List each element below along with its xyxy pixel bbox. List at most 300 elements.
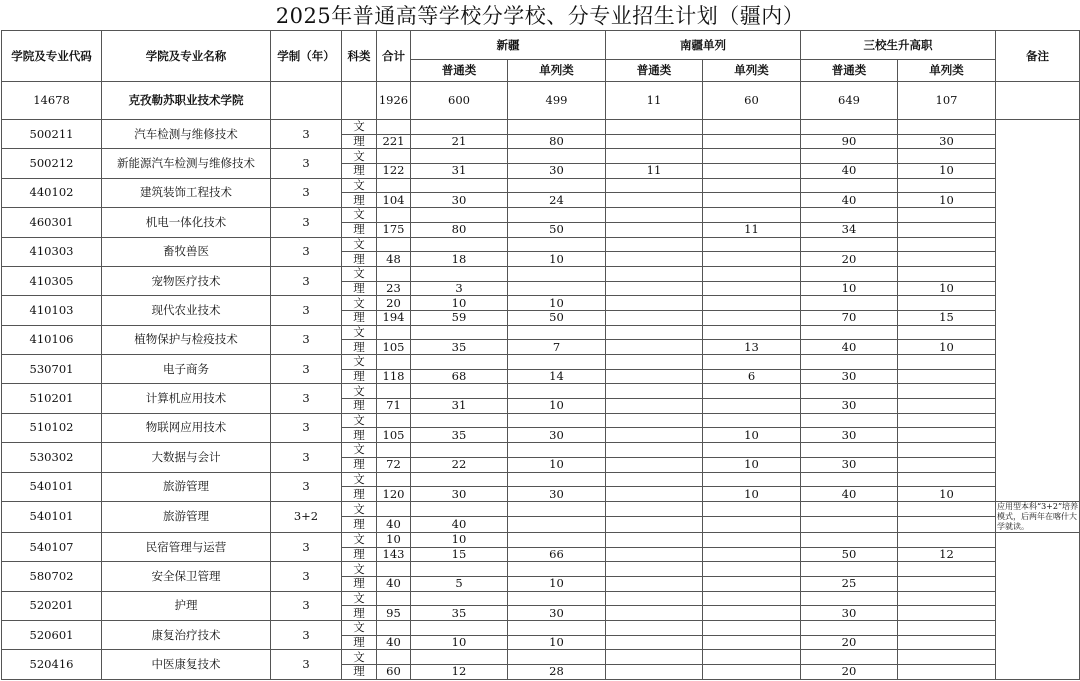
major-name: 旅游管理 — [102, 501, 271, 532]
cell-nj_dl — [703, 281, 801, 296]
header-note: 备注 — [996, 31, 1080, 82]
cell-sx_dl — [898, 457, 996, 472]
cell-xj_pt: 30 — [411, 193, 508, 208]
cell-xj_pt — [411, 178, 508, 193]
cell-sx_pt — [801, 413, 898, 428]
header-sx-putong: 普通类 — [801, 60, 898, 82]
cell-nj_pt — [606, 355, 703, 370]
cell-total: 40 — [377, 576, 411, 591]
major-name: 计算机应用技术 — [102, 384, 271, 413]
cell-xj_pt — [411, 621, 508, 636]
cell-sx_pt — [801, 532, 898, 547]
cell-sx_pt — [801, 472, 898, 487]
cell-sx_pt: 20 — [801, 252, 898, 267]
cell-xj_dl: 66 — [508, 547, 606, 562]
cell-total — [377, 650, 411, 665]
cell-xj_dl: 10 — [508, 576, 606, 591]
table-row — [2, 296, 1080, 311]
subject-li: 理 — [342, 193, 377, 208]
college-sx-danlie: 107 — [898, 82, 996, 120]
cell-sx_pt — [801, 384, 898, 399]
cell-nj_dl — [703, 252, 801, 267]
cell-sx_dl — [898, 222, 996, 237]
cell-total: 194 — [377, 310, 411, 325]
note-cell: 应用型本科“3+2”培养模式，后两年在喀什大学就读。 — [997, 501, 1079, 531]
cell-sx_dl — [898, 325, 996, 340]
cell-sx_dl — [898, 149, 996, 164]
cell-nj_pt — [606, 591, 703, 606]
cell-xj_dl: 14 — [508, 369, 606, 384]
cell-sx_dl — [898, 562, 996, 577]
cell-sx_pt: 10 — [801, 281, 898, 296]
page-title: 2025年普通高等学校分学校、分专业招生计划（疆内） — [275, 4, 805, 28]
subject-li: 理 — [342, 428, 377, 443]
cell-nj_pt — [606, 487, 703, 502]
cell-nj_pt — [606, 134, 703, 149]
cell-nj_dl — [703, 399, 801, 414]
subject-wen: 文 — [342, 650, 377, 665]
cell-xj_pt — [411, 650, 508, 665]
cell-xj_dl — [508, 208, 606, 223]
major-code: 500212 — [2, 149, 102, 178]
cell-nj_dl: 6 — [703, 369, 801, 384]
subject-li: 理 — [342, 457, 377, 472]
cell-sx_pt — [801, 266, 898, 281]
cell-sx_pt — [801, 591, 898, 606]
cell-sx_pt: 40 — [801, 340, 898, 355]
major-name: 汽车检测与维修技术 — [102, 120, 271, 149]
cell-xj_pt — [411, 413, 508, 428]
subject-li: 理 — [342, 606, 377, 621]
subject-wen: 文 — [342, 621, 377, 636]
cell-sx_pt: 20 — [801, 635, 898, 650]
cell-xj_dl: 28 — [508, 665, 606, 680]
cell-xj_dl: 30 — [508, 606, 606, 621]
subject-li: 理 — [342, 665, 377, 680]
cell-sx_pt — [801, 208, 898, 223]
cell-nj_dl — [703, 576, 801, 591]
subject-li: 理 — [342, 369, 377, 384]
cell-total — [377, 208, 411, 223]
table-row — [2, 325, 1080, 340]
cell-nj_dl — [703, 501, 801, 517]
cell-total — [377, 501, 411, 517]
cell-nj_dl: 11 — [703, 222, 801, 237]
cell-xj_dl: 10 — [508, 635, 606, 650]
cell-total — [377, 621, 411, 636]
header-years: 学制（年） — [271, 31, 342, 82]
cell-xj_dl: 10 — [508, 457, 606, 472]
subject-wen: 文 — [342, 266, 377, 281]
cell-sx_pt — [801, 355, 898, 370]
cell-total — [377, 472, 411, 487]
table-row — [2, 149, 1080, 164]
cell-xj_pt: 22 — [411, 457, 508, 472]
cell-total — [377, 384, 411, 399]
cell-sx_dl — [898, 606, 996, 621]
college-xj-danlie: 499 — [508, 82, 606, 120]
table-row — [2, 562, 1080, 577]
major-code: 540107 — [2, 532, 102, 561]
cell-xj_dl — [508, 149, 606, 164]
cell-sx_dl: 10 — [898, 281, 996, 296]
cell-nj_dl — [703, 621, 801, 636]
table-row — [2, 178, 1080, 193]
cell-nj_dl — [703, 606, 801, 621]
subject-li: 理 — [342, 340, 377, 355]
major-code: 530302 — [2, 443, 102, 472]
cell-xj_dl — [508, 621, 606, 636]
major-years: 3 — [271, 532, 342, 561]
subject-li: 理 — [342, 134, 377, 149]
cell-sx_dl — [898, 665, 996, 680]
major-code: 410103 — [2, 296, 102, 325]
cell-total: 20 — [377, 296, 411, 311]
cell-sx_pt: 30 — [801, 399, 898, 414]
subject-wen: 文 — [342, 296, 377, 311]
cell-total: 40 — [377, 517, 411, 533]
cell-nj_pt — [606, 399, 703, 414]
cell-nj_pt — [606, 650, 703, 665]
cell-xj_dl — [508, 472, 606, 487]
cell-nj_dl — [703, 384, 801, 399]
cell-sx_dl — [898, 355, 996, 370]
cell-nj_pt — [606, 472, 703, 487]
cell-sx_dl: 30 — [898, 134, 996, 149]
cell-total: 40 — [377, 635, 411, 650]
subject-wen: 文 — [342, 208, 377, 223]
major-name: 新能源汽车检测与维修技术 — [102, 149, 271, 178]
college-nj-danlie: 60 — [703, 82, 801, 120]
subject-li: 理 — [342, 576, 377, 591]
cell-nj_pt — [606, 369, 703, 384]
cell-xj_dl — [508, 355, 606, 370]
cell-sx_dl — [898, 472, 996, 487]
cell-nj_pt — [606, 606, 703, 621]
header-nj-putong: 普通类 — [606, 60, 703, 82]
subject-li: 理 — [342, 399, 377, 414]
table-row — [2, 266, 1080, 281]
major-code: 500211 — [2, 120, 102, 149]
cell-xj_pt: 15 — [411, 547, 508, 562]
cell-nj_dl — [703, 237, 801, 252]
cell-total: 120 — [377, 487, 411, 502]
cell-nj_pt — [606, 325, 703, 340]
major-code: 460301 — [2, 208, 102, 237]
cell-sx_dl — [898, 208, 996, 223]
cell-nj_dl — [703, 120, 801, 135]
cell-sx_dl — [898, 384, 996, 399]
cell-sx_dl — [898, 517, 996, 533]
subject-li: 理 — [342, 635, 377, 650]
cell-xj_pt — [411, 501, 508, 517]
cell-nj_pt — [606, 665, 703, 680]
major-code: 520601 — [2, 621, 102, 650]
cell-sx_dl — [898, 369, 996, 384]
header-sx-danlie: 单列类 — [898, 60, 996, 82]
major-name: 建筑装饰工程技术 — [102, 178, 271, 207]
cell-xj_pt — [411, 120, 508, 135]
major-code: 440102 — [2, 178, 102, 207]
subject-wen: 文 — [342, 384, 377, 399]
major-years: 3 — [271, 413, 342, 442]
subject-wen: 文 — [342, 562, 377, 577]
note-cell-top — [996, 120, 1080, 502]
cell-nj_dl — [703, 134, 801, 149]
table-row — [2, 443, 1080, 458]
cell-xj_pt: 59 — [411, 310, 508, 325]
cell-nj_dl — [703, 665, 801, 680]
cell-nj_pt — [606, 413, 703, 428]
cell-nj_pt — [606, 120, 703, 135]
table-row — [2, 532, 1080, 547]
cell-xj_pt: 35 — [411, 340, 508, 355]
cell-sx_pt: 30 — [801, 457, 898, 472]
cell-nj_dl — [703, 547, 801, 562]
cell-nj_dl — [703, 472, 801, 487]
major-years: 3 — [271, 384, 342, 413]
major-code: 510201 — [2, 384, 102, 413]
major-years: 3+2 — [271, 501, 342, 532]
major-years: 3 — [271, 325, 342, 354]
major-years: 3 — [271, 208, 342, 237]
major-code: 530701 — [2, 355, 102, 384]
cell-xj_pt: 18 — [411, 252, 508, 267]
cell-xj_dl: 10 — [508, 296, 606, 311]
cell-xj_pt — [411, 325, 508, 340]
major-years: 3 — [271, 296, 342, 325]
cell-xj_dl: 30 — [508, 164, 606, 179]
cell-total — [377, 178, 411, 193]
cell-xj_dl — [508, 413, 606, 428]
cell-xj_pt: 80 — [411, 222, 508, 237]
subject-wen: 文 — [342, 532, 377, 547]
college-sx-putong: 649 — [801, 82, 898, 120]
cell-sx_pt — [801, 517, 898, 533]
table-row — [2, 472, 1080, 487]
major-name: 大数据与会计 — [102, 443, 271, 472]
cell-sx_dl — [898, 120, 996, 135]
cell-nj_pt — [606, 296, 703, 311]
cell-xj_pt: 5 — [411, 576, 508, 591]
note-cell-bottom — [996, 532, 1080, 679]
cell-xj_dl — [508, 384, 606, 399]
cell-sx_dl — [898, 399, 996, 414]
cell-xj_dl — [508, 178, 606, 193]
header-sanxiao: 三校生升高职 — [801, 31, 996, 60]
cell-sx_pt — [801, 296, 898, 311]
cell-total — [377, 266, 411, 281]
cell-xj_dl — [508, 501, 606, 517]
cell-nj_dl — [703, 208, 801, 223]
cell-sx_dl — [898, 650, 996, 665]
cell-xj_pt — [411, 384, 508, 399]
cell-sx_pt: 30 — [801, 428, 898, 443]
cell-nj_pt — [606, 178, 703, 193]
header-xinjiang: 新疆 — [411, 31, 606, 60]
major-name: 现代农业技术 — [102, 296, 271, 325]
cell-sx_dl — [898, 178, 996, 193]
major-name: 中医康复技术 — [102, 650, 271, 679]
major-name: 电子商务 — [102, 355, 271, 384]
major-code: 540101 — [2, 472, 102, 501]
cell-xj_dl — [508, 266, 606, 281]
cell-nj_pt — [606, 208, 703, 223]
cell-total: 60 — [377, 665, 411, 680]
cell-sx_pt — [801, 501, 898, 517]
cell-total: 95 — [377, 606, 411, 621]
cell-total — [377, 562, 411, 577]
major-years: 3 — [271, 237, 342, 266]
cell-nj_dl — [703, 532, 801, 547]
cell-nj_pt — [606, 501, 703, 517]
major-years: 3 — [271, 443, 342, 472]
subject-li: 理 — [342, 517, 377, 533]
table-row — [2, 501, 1080, 517]
cell-total — [377, 237, 411, 252]
cell-sx_pt — [801, 443, 898, 458]
cell-total: 105 — [377, 340, 411, 355]
cell-nj_pt — [606, 193, 703, 208]
cell-xj_dl: 80 — [508, 134, 606, 149]
cell-xj_dl — [508, 325, 606, 340]
header-nanjiang: 南疆单列 — [606, 31, 801, 60]
cell-sx_pt: 40 — [801, 193, 898, 208]
college-total: 1926 — [377, 82, 411, 120]
cell-xj_dl: 10 — [508, 399, 606, 414]
major-years: 3 — [271, 472, 342, 501]
college-row — [2, 82, 1080, 120]
cell-nj_pt — [606, 237, 703, 252]
subject-wen: 文 — [342, 443, 377, 458]
cell-total: 221 — [377, 134, 411, 149]
cell-xj_pt — [411, 472, 508, 487]
enrollment-plan-table — [1, 30, 1080, 680]
cell-sx_pt: 34 — [801, 222, 898, 237]
major-code: 520416 — [2, 650, 102, 679]
major-years: 3 — [271, 650, 342, 679]
cell-xj_dl: 50 — [508, 310, 606, 325]
cell-nj_dl — [703, 310, 801, 325]
cell-nj_pt — [606, 252, 703, 267]
cell-sx_pt — [801, 562, 898, 577]
cell-nj_pt — [606, 635, 703, 650]
cell-xj_pt: 31 — [411, 164, 508, 179]
subject-li: 理 — [342, 164, 377, 179]
major-code: 580702 — [2, 562, 102, 591]
cell-xj_pt: 40 — [411, 517, 508, 533]
major-code: 410305 — [2, 266, 102, 295]
cell-sx_dl: 12 — [898, 547, 996, 562]
cell-sx_pt: 25 — [801, 576, 898, 591]
cell-nj_dl — [703, 650, 801, 665]
cell-nj_dl — [703, 591, 801, 606]
cell-sx_dl — [898, 428, 996, 443]
major-name: 旅游管理 — [102, 472, 271, 501]
subject-li: 理 — [342, 222, 377, 237]
cell-xj_dl: 30 — [508, 428, 606, 443]
subject-li: 理 — [342, 487, 377, 502]
cell-total — [377, 120, 411, 135]
cell-sx_dl — [898, 591, 996, 606]
table-row — [2, 208, 1080, 223]
header-subject: 科类 — [342, 31, 377, 82]
subject-wen: 文 — [342, 237, 377, 252]
cell-nj_pt — [606, 340, 703, 355]
cell-xj_pt: 35 — [411, 606, 508, 621]
cell-sx_dl: 10 — [898, 164, 996, 179]
cell-sx_pt: 30 — [801, 606, 898, 621]
cell-sx_dl — [898, 532, 996, 547]
cell-xj_dl: 10 — [508, 252, 606, 267]
cell-nj_pt — [606, 547, 703, 562]
cell-sx_dl: 10 — [898, 193, 996, 208]
cell-xj_pt: 10 — [411, 532, 508, 547]
cell-xj_pt — [411, 266, 508, 281]
cell-sx_dl — [898, 501, 996, 517]
cell-nj_dl — [703, 193, 801, 208]
subject-li: 理 — [342, 310, 377, 325]
cell-nj_dl — [703, 355, 801, 370]
cell-xj_pt — [411, 562, 508, 577]
cell-sx_pt — [801, 621, 898, 636]
major-years: 3 — [271, 355, 342, 384]
cell-nj_dl — [703, 562, 801, 577]
cell-sx_pt — [801, 237, 898, 252]
cell-xj_pt — [411, 149, 508, 164]
subject-wen: 文 — [342, 591, 377, 606]
cell-xj_pt — [411, 591, 508, 606]
cell-xj_pt — [411, 208, 508, 223]
subject-wen: 文 — [342, 325, 377, 340]
major-years: 3 — [271, 562, 342, 591]
cell-nj_pt — [606, 517, 703, 533]
cell-sx_dl: 15 — [898, 310, 996, 325]
major-years: 3 — [271, 149, 342, 178]
cell-sx_pt: 20 — [801, 665, 898, 680]
table-row — [2, 237, 1080, 252]
cell-sx_pt: 70 — [801, 310, 898, 325]
header-xj-putong: 普通类 — [411, 60, 508, 82]
cell-sx_dl — [898, 621, 996, 636]
cell-sx_dl: 10 — [898, 340, 996, 355]
table-row — [2, 413, 1080, 428]
cell-nj_dl — [703, 325, 801, 340]
cell-nj_pt — [606, 149, 703, 164]
cell-nj_pt: 11 — [606, 164, 703, 179]
cell-sx_pt: 50 — [801, 547, 898, 562]
cell-total: 118 — [377, 369, 411, 384]
major-name: 机电一体化技术 — [102, 208, 271, 237]
cell-total: 175 — [377, 222, 411, 237]
cell-total — [377, 443, 411, 458]
college-name: 克孜勒苏职业技术学院 — [102, 82, 271, 120]
cell-sx_dl — [898, 443, 996, 458]
cell-sx_pt — [801, 650, 898, 665]
cell-nj_pt — [606, 222, 703, 237]
cell-nj_dl: 13 — [703, 340, 801, 355]
cell-nj_dl — [703, 164, 801, 179]
cell-sx_dl — [898, 413, 996, 428]
table-row — [2, 621, 1080, 636]
cell-nj_dl — [703, 178, 801, 193]
cell-xj_pt — [411, 443, 508, 458]
cell-total — [377, 413, 411, 428]
cell-total — [377, 355, 411, 370]
major-years: 3 — [271, 591, 342, 620]
cell-xj_dl — [508, 120, 606, 135]
cell-nj_pt — [606, 576, 703, 591]
